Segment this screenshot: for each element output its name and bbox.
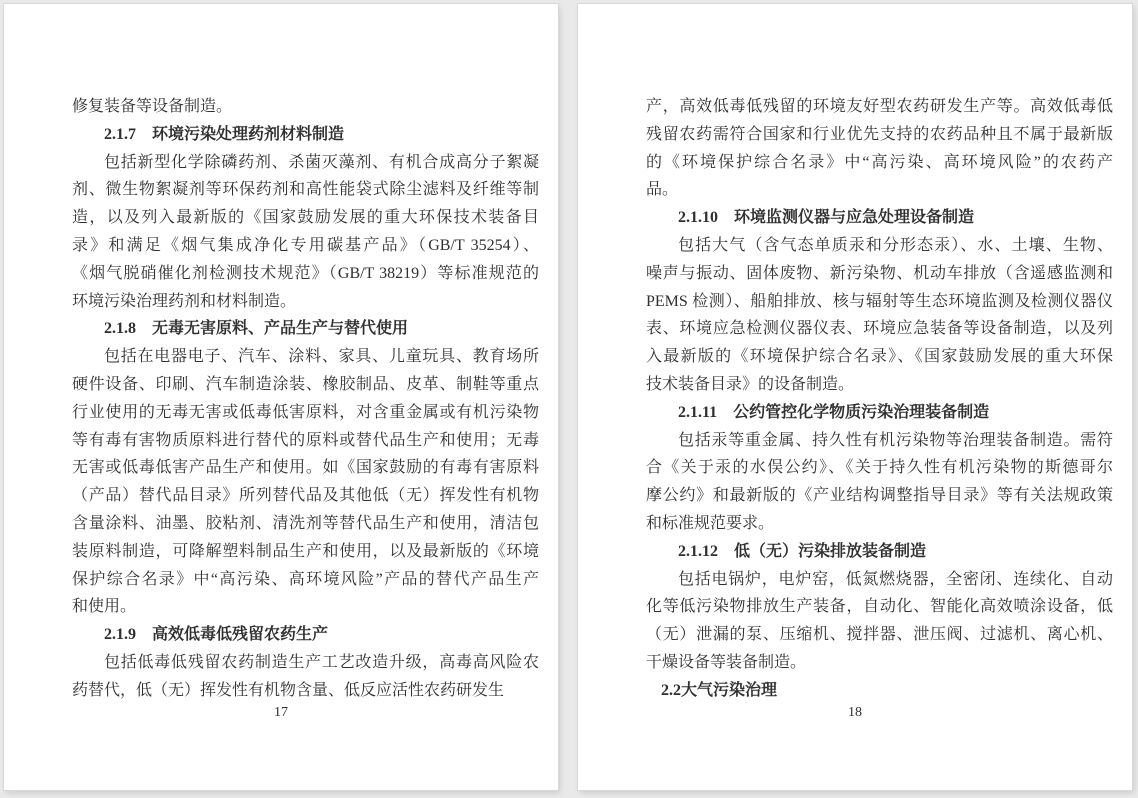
page-left (4, 4, 558, 790)
page-number: 18 (848, 705, 862, 720)
text-line: 包括大气（含气态单质汞和分形态汞）、水、土壤、生物、 (678, 236, 1113, 254)
heading-line (72, 315, 539, 343)
text-line: 包括在电器电子、汽车、涂料、家具、儿童玩具、教育场所 (104, 348, 539, 366)
text-line: 和标准规范要求。 (646, 514, 775, 532)
heading-number: 2.1.8 (104, 320, 136, 338)
heading-line (646, 677, 1113, 705)
text-column (646, 93, 1113, 705)
text-line: （无）泄漏的泵、压缩机、搅拌器、泄压阀、过滤机、离心机、 (646, 626, 1113, 644)
text-line: 品。 (646, 181, 679, 199)
text-line: 和使用。 (72, 598, 137, 616)
text-line: 行业使用的无毒无害或低毒低害原料，对含重金属或有机污染物 (72, 403, 539, 421)
text-line: 产，高效低毒低残留的环境友好型农药研发生产等。高效低毒低 (646, 98, 1113, 115)
heading-title: 环境监测仪器与应急处理设备制造 (734, 209, 975, 227)
text-line: 合《关于汞的水俣公约》、《关于持久性有机污染物的斯德哥尔 (646, 459, 1113, 477)
text-line: 装原料制造，可降解塑料制品生产和使用，以及最新版的《环境 (72, 542, 539, 560)
heading-line (72, 621, 539, 649)
text-line: 包括低毒低残留农药制造生产工艺改造升级，高毒高风险农 (104, 653, 539, 671)
heading-title: 大气污染治理 (681, 681, 778, 699)
text-line: 表、环境应急检测仪器仪表、环境应急装备等设备制造，以及列 (646, 320, 1113, 338)
heading-title: 低（无）污染排放装备制造 (734, 542, 927, 560)
text-line: 入最新版的《环境保护综合名录》、《国家鼓励发展的重大环保 (646, 348, 1113, 366)
page-right (578, 4, 1132, 790)
heading-number: 2.1.9 (104, 626, 136, 644)
heading-number: 2.1.12 (678, 542, 718, 560)
text-line: 的《环境保护综合名录》中“高污染、高环境风险”的农药产 (646, 153, 1113, 171)
text-line: 剂、微生物絮凝剂等环保药剂和高性能袋式除尘滤料及纤维等制 (72, 181, 539, 199)
text-line: 包括新型化学除磷药剂、杀菌灭藻剂、有机合成高分子絮凝 (104, 153, 539, 171)
heading-number: 2.1.11 (678, 403, 718, 421)
text-line: 药替代，低（无）挥发性有机物含量、低反应活性农药研发生 (72, 681, 505, 699)
text-line: 技术装备目录》的设备制造。 (646, 375, 855, 393)
heading-title: 无毒无害原料、产品生产与替代使用 (152, 320, 409, 338)
text-line: 干燥设备等装备制造。 (646, 653, 807, 671)
text-line: 硬件设备、印刷、汽车制造涂装、橡胶制品、皮革、制鞋等重点 (72, 375, 539, 393)
text-line: 包括电锅炉，电炉窑，低氮燃烧器，全密闭、连续化、自动 (678, 570, 1113, 588)
heading-title: 环境污染处理药剂材料制造 (152, 125, 345, 143)
text-line: 无害或低毒低害产品生产和使用。如《国家鼓励的有毒有害原料 (72, 459, 539, 477)
page-number: 17 (274, 705, 288, 720)
heading-line (646, 204, 1113, 232)
text-line: 录》和满足《烟气集成净化专用碳基产品》（GB/T 35254）、 (72, 236, 539, 254)
text-line: 包括汞等重金属、持久性有机污染物等治理装备制造。需符 (678, 431, 1113, 449)
heading-number: 2.1.7 (104, 125, 136, 143)
text-column (72, 93, 539, 705)
heading-title: 公约管控化学物质污染治理装备制造 (733, 403, 990, 421)
heading-line (72, 121, 539, 149)
text-line: 噪声与振动、固体废物、新污染物、机动车排放（含遥感监测和 (646, 264, 1113, 282)
text-line: 残留农药需符合国家和行业优先支持的农药品种且不属于最新版 (646, 125, 1113, 143)
text-line: 造，以及列入最新版的《国家鼓励发展的重大环保技术装备目 (72, 209, 539, 227)
text-line: 摩公约》和最新版的《产业结构调整指导目录》等有关法规政策 (646, 487, 1113, 505)
text-line: 环境污染治理药剂和材料制造。 (72, 292, 297, 310)
text-line: PEMS 检测）、船舶排放、核与辐射等生态环境监测及检测仪器仪 (646, 292, 1113, 310)
heading-number: 2.1.10 (678, 209, 718, 227)
text-line: 《烟气脱硝催化剂检测技术规范》（GB/T 38219）等标准规范的 (72, 264, 539, 282)
heading-line (646, 538, 1113, 566)
text-line: 等有毒有害物质原料进行替代的原料或替代品生产和使用；无毒 (72, 431, 539, 449)
text-line: 含量涂料、油墨、胶粘剂、清洗剂等替代品生产和使用，清洁包 (72, 514, 539, 532)
text-line: 修复装备等设备制造。 (72, 98, 233, 115)
text-line: 保护综合名录》中“高污染、高环境风险”产品的替代产品生产 (72, 570, 539, 588)
heading-number: 2.2 (661, 681, 681, 699)
heading-line (646, 399, 1113, 427)
heading-title: 高效低毒低残留农药生产 (152, 626, 329, 644)
text-line: 化等低污染物排放生产装备，自动化、智能化高效喷涂设备，低 (646, 598, 1113, 616)
text-line: （产品）替代品目录》所列替代品及其他低（无）挥发性有机物 (72, 487, 539, 505)
